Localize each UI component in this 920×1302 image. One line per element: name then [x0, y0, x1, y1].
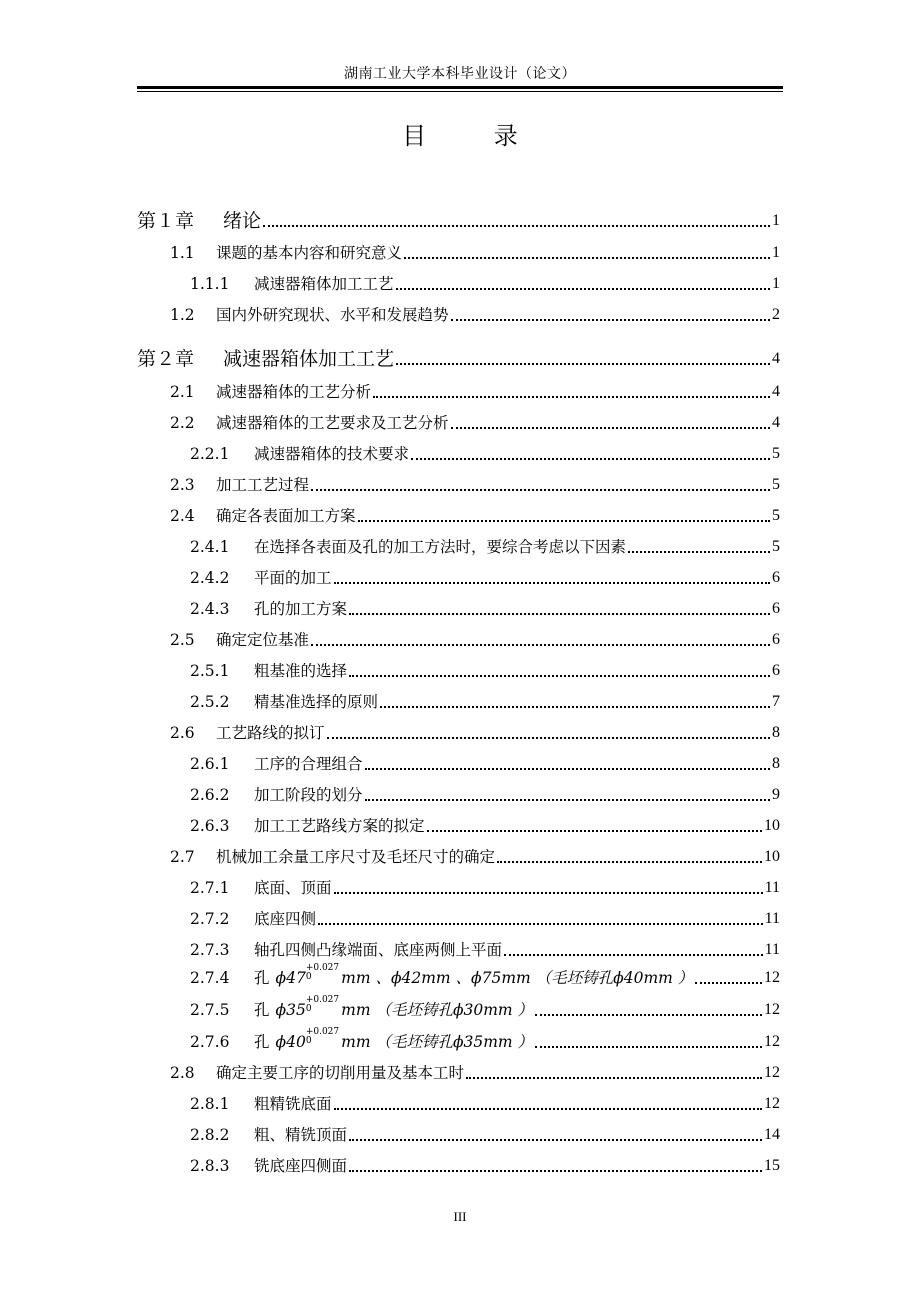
toc-entry[interactable] [170, 841, 780, 867]
toc-leader-dots [365, 767, 770, 770]
toc-leader-dots [427, 829, 762, 832]
toc-entry[interactable] [190, 903, 780, 929]
toc-entry-title [254, 964, 693, 988]
toc-entry[interactable] [170, 1057, 780, 1083]
toc-entry-number: 1.1.1 [190, 275, 230, 293]
toc-entry-page: 10 [764, 817, 780, 834]
toc-entry[interactable] [190, 1150, 780, 1176]
tolerance [306, 996, 339, 1014]
toc-entry[interactable] [170, 469, 780, 495]
toc-entry[interactable] [190, 686, 780, 712]
tolerance [306, 1028, 339, 1046]
toc-entry-page: 1 [772, 212, 780, 229]
toc-entry-title: 加工工艺路线方案的拟定 [254, 817, 425, 835]
toc-entry-title-prefix: 孔 [254, 1033, 270, 1051]
toc-entry-number: 2.5.1 [190, 662, 230, 680]
toc-chapter-entry[interactable] [137, 203, 780, 233]
tolerance-upper: +0.027 [305, 995, 340, 1005]
toc-leader-dots [311, 643, 770, 646]
toc-leader-dots [373, 395, 770, 398]
toc-entry-title-suffix: mm （毛坯铸孔ϕ35mm ） [341, 1033, 534, 1051]
toc-entry-number: 2.3 [170, 476, 195, 494]
toc-entry-page: 1 [772, 244, 780, 261]
toc-entry[interactable] [170, 407, 780, 433]
toc-entry-title-suffix: mm 、ϕ42mm 、ϕ75mm （毛坯铸孔ϕ40mm ） [341, 969, 694, 987]
toc-leader-dots [349, 1169, 762, 1172]
toc-entry-number: 2.7.1 [190, 879, 230, 897]
toc-leader-dots [396, 362, 770, 365]
toc-entry-number: 2.4.1 [190, 538, 230, 556]
toc-entry-page: 14 [764, 1126, 780, 1143]
toc-entry-number: 2.7.3 [190, 941, 230, 959]
toc-entry-number: 第１章 [137, 210, 195, 232]
toc-entry[interactable] [190, 994, 780, 1020]
toc-leader-dots [318, 922, 763, 925]
toc-leader-dots [535, 1045, 762, 1048]
toc-entry-title: 孔的加工方案 [254, 600, 348, 618]
toc-title: 目 录 [402, 122, 548, 150]
toc-entry-page: 4 [772, 383, 780, 400]
toc-leader-dots [349, 612, 770, 615]
toc-entry-title: 机械加工余量工序尺寸及毛坯尺寸的确定 [216, 848, 496, 866]
toc-entry-title-suffix: mm （毛坯铸孔ϕ30mm ） [341, 1001, 534, 1019]
toc-entry-number: 2.8.3 [190, 1157, 230, 1175]
toc-entry-title: 确定主要工序的切削用量及基本工时 [216, 1064, 465, 1082]
toc-entry[interactable] [170, 500, 780, 526]
tolerance-upper: +0.027 [305, 963, 340, 973]
toc-entry-title: 铣底座四侧面 [254, 1157, 348, 1175]
toc-leader-dots [358, 519, 770, 522]
toc-entry-page: 6 [772, 631, 780, 648]
toc-entry-page: 2 [772, 306, 780, 323]
toc-entry[interactable] [190, 531, 780, 557]
toc-leader-dots [327, 736, 770, 739]
toc-entry[interactable] [190, 438, 780, 464]
toc-entry-page: 4 [772, 350, 780, 367]
diameter-value: ϕ35 [275, 1001, 306, 1019]
toc-entry-page: 5 [772, 538, 780, 555]
toc-leader-dots [451, 426, 770, 429]
toc-chapter-entry[interactable] [137, 341, 780, 371]
toc-entry-title: 加工工艺过程 [216, 476, 310, 494]
toc-entry-title: 底面、顶面 [254, 879, 332, 897]
toc-entry[interactable] [190, 562, 780, 588]
toc-entry-title: 粗精铣底面 [254, 1095, 332, 1113]
toc-entry-title: 确定定位基准 [216, 631, 310, 649]
toc-entry[interactable] [170, 624, 780, 650]
toc-leader-dots [451, 318, 770, 321]
toc-leader-dots [404, 256, 770, 259]
toc-entry-title: 在选择各表面及孔的加工方法时，要综合考虑以下因素 [254, 538, 627, 556]
toc-entry-title: 轴孔四侧凸缘端面、底座两侧上平面 [254, 941, 503, 959]
toc-entry[interactable] [190, 593, 780, 619]
toc-entry-title: 减速器箱体加工工艺 [254, 275, 394, 293]
toc-leader-dots [497, 860, 762, 863]
toc-entry-page: 5 [772, 445, 780, 462]
toc-leader-dots [365, 798, 770, 801]
toc-leader-dots [334, 891, 763, 894]
toc-entry-number: 2.7.2 [190, 910, 230, 928]
toc-entry[interactable] [170, 237, 780, 263]
toc-entry-title: 工艺路线的拟订 [216, 724, 325, 742]
toc-entry[interactable] [190, 1088, 780, 1114]
toc-leader-dots [349, 1138, 762, 1141]
toc-entry-title [254, 996, 533, 1020]
toc-entry-number: 2.6.1 [190, 755, 230, 773]
toc-entry-page: 12 [764, 1095, 780, 1112]
toc-entry-number: 第２章 [137, 348, 195, 370]
toc-entry-page: 6 [772, 662, 780, 679]
toc-entry[interactable] [190, 779, 780, 805]
toc-entry[interactable] [170, 717, 780, 743]
toc-leader-dots [334, 1107, 762, 1110]
toc-entry[interactable] [190, 748, 780, 774]
toc-entry-number: 2.7.4 [190, 969, 230, 987]
toc-entry[interactable] [170, 376, 780, 402]
toc-entry-title: 粗、精铣顶面 [254, 1126, 348, 1144]
toc-entry-title: 减速器箱体的工艺要求及工艺分析 [216, 414, 449, 432]
toc-leader-dots [504, 953, 763, 956]
toc-entry-number: 2.5 [170, 631, 195, 649]
tolerance-lower: 0 [305, 972, 312, 982]
toc-entry-title [254, 1028, 533, 1052]
toc-entry-number: 1.1 [170, 244, 195, 262]
toc-entry-page: 15 [764, 1157, 780, 1174]
toc-entry[interactable] [190, 810, 780, 836]
toc-entry-number: 2.7.5 [190, 1001, 230, 1019]
toc-entry-number: 2.4.2 [190, 569, 230, 587]
tolerance-lower: 0 [305, 1004, 312, 1014]
toc-leader-dots [535, 1013, 762, 1016]
toc-entry-number: 2.7 [170, 848, 195, 866]
toc-leader-dots [466, 1076, 762, 1079]
toc-entry-number: 2.6.2 [190, 786, 230, 804]
toc-entry-page: 10 [764, 848, 780, 865]
toc-entry-page: 5 [772, 476, 780, 493]
diameter-value: ϕ47 [275, 969, 306, 987]
toc-entry-page: 6 [772, 569, 780, 586]
toc-entry-number: 2.8.1 [190, 1095, 230, 1113]
toc-entry-title: 确定各表面加工方案 [216, 507, 356, 525]
toc-entry-title: 国内外研究现状、水平和发展趋势 [216, 306, 449, 324]
toc-entry-number: 2.7.6 [190, 1033, 230, 1051]
toc-entry-number: 2.8 [170, 1064, 195, 1082]
toc-leader-dots [380, 705, 770, 708]
toc-entry-title: 加工阶段的划分 [254, 786, 363, 804]
toc-entry[interactable] [190, 962, 780, 988]
toc-leader-dots [695, 981, 762, 984]
toc-entry-title: 绪论 [223, 210, 262, 232]
toc-entry-number: 2.1 [170, 383, 195, 401]
toc-leader-dots [396, 287, 770, 290]
toc-entry[interactable] [190, 934, 780, 960]
page-number: III [453, 1209, 467, 1224]
toc-entry-page: 5 [772, 507, 780, 524]
toc-entry-page: 9 [772, 786, 780, 803]
diameter-value: ϕ40 [275, 1033, 306, 1051]
toc-entry-title: 减速器箱体的技术要求 [254, 445, 410, 463]
toc-entry-title: 粗基准的选择 [254, 662, 348, 680]
toc-entry-number: 2.6.3 [190, 817, 230, 835]
toc-entry-title: 平面的加工 [254, 569, 332, 587]
toc-entry-title: 减速器箱体的工艺分析 [216, 383, 372, 401]
toc-entry-page: 8 [772, 724, 780, 741]
toc-entry-page: 12 [764, 1001, 780, 1018]
toc-entry-page: 8 [772, 755, 780, 772]
toc-entry-number: 2.8.2 [190, 1126, 230, 1144]
toc-entry-page: 7 [772, 693, 780, 710]
toc-entry-page: 1 [772, 275, 780, 292]
toc-entry-page: 6 [772, 600, 780, 617]
running-header: 湖南工业大学本科毕业设计（论文） [344, 66, 576, 82]
toc-entry-number: 2.2 [170, 414, 195, 432]
toc-leader-dots [349, 674, 770, 677]
toc-entry[interactable] [190, 872, 780, 898]
toc-entry-page: 12 [764, 969, 780, 986]
toc-entry-page: 11 [764, 910, 780, 927]
toc-entry-number: 2.4.3 [190, 600, 230, 618]
toc-entry[interactable] [190, 1026, 780, 1052]
toc-entry-page: 12 [764, 1033, 780, 1050]
toc-entry-page: 11 [764, 941, 780, 958]
toc-entry-title: 减速器箱体加工工艺 [223, 348, 395, 370]
toc-leader-dots [334, 581, 770, 584]
toc-entry[interactable] [190, 268, 780, 294]
toc-leader-dots [263, 224, 770, 227]
toc-entry[interactable] [170, 299, 780, 325]
tolerance-upper: +0.027 [305, 1027, 340, 1037]
toc-entry-page: 4 [772, 414, 780, 431]
toc-entry-number: 2.4 [170, 507, 195, 525]
toc-leader-dots [628, 550, 770, 553]
tolerance-lower: 0 [305, 1036, 312, 1046]
toc-leader-dots [311, 488, 770, 491]
toc-entry-title: 底座四侧 [254, 910, 317, 928]
toc-entry-title-prefix: 孔 [254, 969, 270, 987]
toc-leader-dots [411, 457, 770, 460]
toc-entry-page: 12 [764, 1064, 780, 1081]
toc-entry-number: 2.6 [170, 724, 195, 742]
tolerance [306, 964, 339, 982]
toc-entry-number: 2.5.2 [190, 693, 230, 711]
toc-entry[interactable] [190, 655, 780, 681]
toc-entry-title-prefix: 孔 [254, 1001, 270, 1019]
toc-entry-number: 2.2.1 [190, 445, 230, 463]
toc-entry-page: 11 [764, 879, 780, 896]
toc-entry-title: 精基准选择的原则 [254, 693, 379, 711]
toc-entry[interactable] [190, 1119, 780, 1145]
toc-entry-number: 1.2 [170, 306, 195, 324]
toc-entry-title: 课题的基本内容和研究意义 [216, 244, 403, 262]
toc-entry-title: 工序的合理组合 [254, 755, 363, 773]
